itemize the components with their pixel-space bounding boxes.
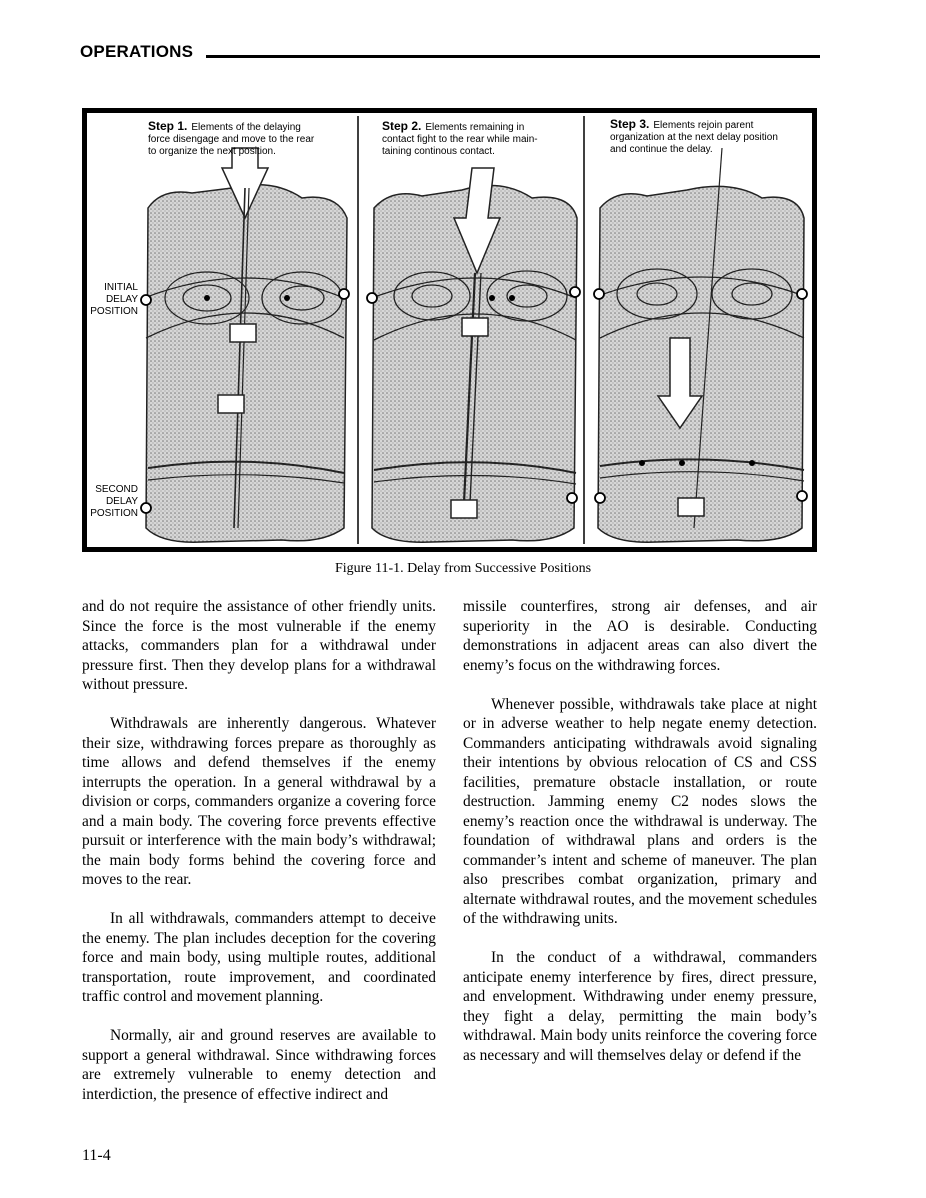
paragraph: Normally, air and ground reserves are available to support a general withdrawal. Since withdrawing forces are extremely vulnerable to enemy detection and interdiction, the presence of effective indirect and bbox=[82, 1027, 436, 1103]
section-title: OPERATIONS bbox=[80, 42, 194, 61]
panel-step-2 bbox=[367, 168, 580, 542]
header-rule bbox=[206, 55, 820, 58]
svg-text:Step 1.Elements of the delayin bbox=[148, 119, 301, 133]
step-1-text-line-2: force disengage and move to the rear bbox=[148, 134, 315, 145]
step-1-text-line-1: Elements of the delaying bbox=[191, 122, 301, 133]
panel-step-3 bbox=[594, 148, 807, 542]
paragraph: In the conduct of a withdrawal, commanders anticipate enemy interference by fires, direct pressure, and envelopment. Withdrawing under enemy pressure, they fight a delay, permitting the main body’s withdrawal. Main body units reinforce the covering force as necessary and will themselves delay or defend if the bbox=[463, 949, 817, 1064]
step-3-text-line-3: and continue the delay. bbox=[610, 144, 713, 155]
running-header bbox=[80, 42, 820, 62]
paragraph: missile counterfires, strong air defenses, and air superiority in the AO is desirable. Conducting demonstrations in adjacent areas can also divert the enemy’s focus on the withdrawing forces. bbox=[463, 598, 817, 674]
page-number: 11-4 bbox=[82, 1147, 111, 1164]
step-2-text-line-1: Elements remaining in bbox=[425, 122, 525, 133]
svg-text:Step 3.Elements rejoin parent bbox=[610, 117, 754, 131]
figure-caption: Figure 11-1. Delay from Successive Positions bbox=[334, 561, 592, 576]
step-3-text-line-2: organization at the next delay position bbox=[610, 132, 778, 143]
step-3-text-line-1: Elements rejoin parent bbox=[653, 120, 754, 131]
step-1-text-line-3: to organize the next position. bbox=[148, 146, 276, 157]
initial-label-line-2: DELAY bbox=[105, 294, 138, 305]
paragraph: Whenever possible, withdrawals take place at night or in adverse weather to help negate enemy detection. Commanders anticipating withdrawals avoid signaling their intentions by obvious relocation of CS and CSS facilities, premature obstacle installation, or route destruction. Jamming enemy C2 nodes slows the enemy’s reaction once the withdrawal is underway. The foundation of withdrawal plans and orders is the commander’s intent and scheme of maneuver. The plan also prescribes combat organization, primary and alternate withdrawal routes, and the movement schedules of the withdrawing units. bbox=[463, 695, 817, 927]
step-2-label: Step 2. bbox=[382, 119, 422, 133]
panel-step-1 bbox=[141, 148, 349, 542]
initial-label-line-3: POSITION bbox=[90, 306, 138, 317]
second-label-line-3: POSITION bbox=[90, 508, 138, 519]
step-1-label: Step 1. bbox=[148, 119, 188, 133]
paragraph: In all withdrawals, commanders attempt to deceive the enemy. The plan includes deception for the covering force and main body, using multiple routes, additional transportation, route improvement, and coordinated traffic control and movement planning. bbox=[82, 910, 436, 1005]
initial-label-line-1: INITIAL bbox=[104, 282, 138, 293]
body-column-left bbox=[82, 597, 436, 1124]
second-label-line-2: DELAY bbox=[105, 496, 138, 507]
paragraph: Withdrawals are inherently dangerous. Whatever their size, withdrawing forces prepare as thoroughly as time allows and defend themselves if the enemy interrupts the operation. In a general withdrawal by a division or corps, commanders organize a covering force and a main body. The covering force prevents effective pursuit or interference with the main body’s withdrawal; the main body forms behind the covering force and moves to the rear. bbox=[82, 715, 436, 888]
paragraph: and do not require the assistance of other friendly units. Since the force is the most vulnerable if the enemy attacks, commanders plan for a withdrawal under pressure first. Then they develop plans for a withdrawal without pressure. bbox=[82, 598, 436, 693]
step-3-label: Step 3. bbox=[610, 117, 650, 131]
body-column-right bbox=[463, 597, 817, 1085]
svg-text:Step 2.Elements remaining in bbox=[382, 119, 524, 133]
second-label-line-1: SECOND bbox=[95, 484, 138, 495]
step-2-text-line-2: contact fight to the rear while main- bbox=[382, 134, 538, 145]
step-2-text-line-3: taining continous contact. bbox=[382, 146, 495, 157]
figure-delay-positions bbox=[82, 108, 817, 552]
